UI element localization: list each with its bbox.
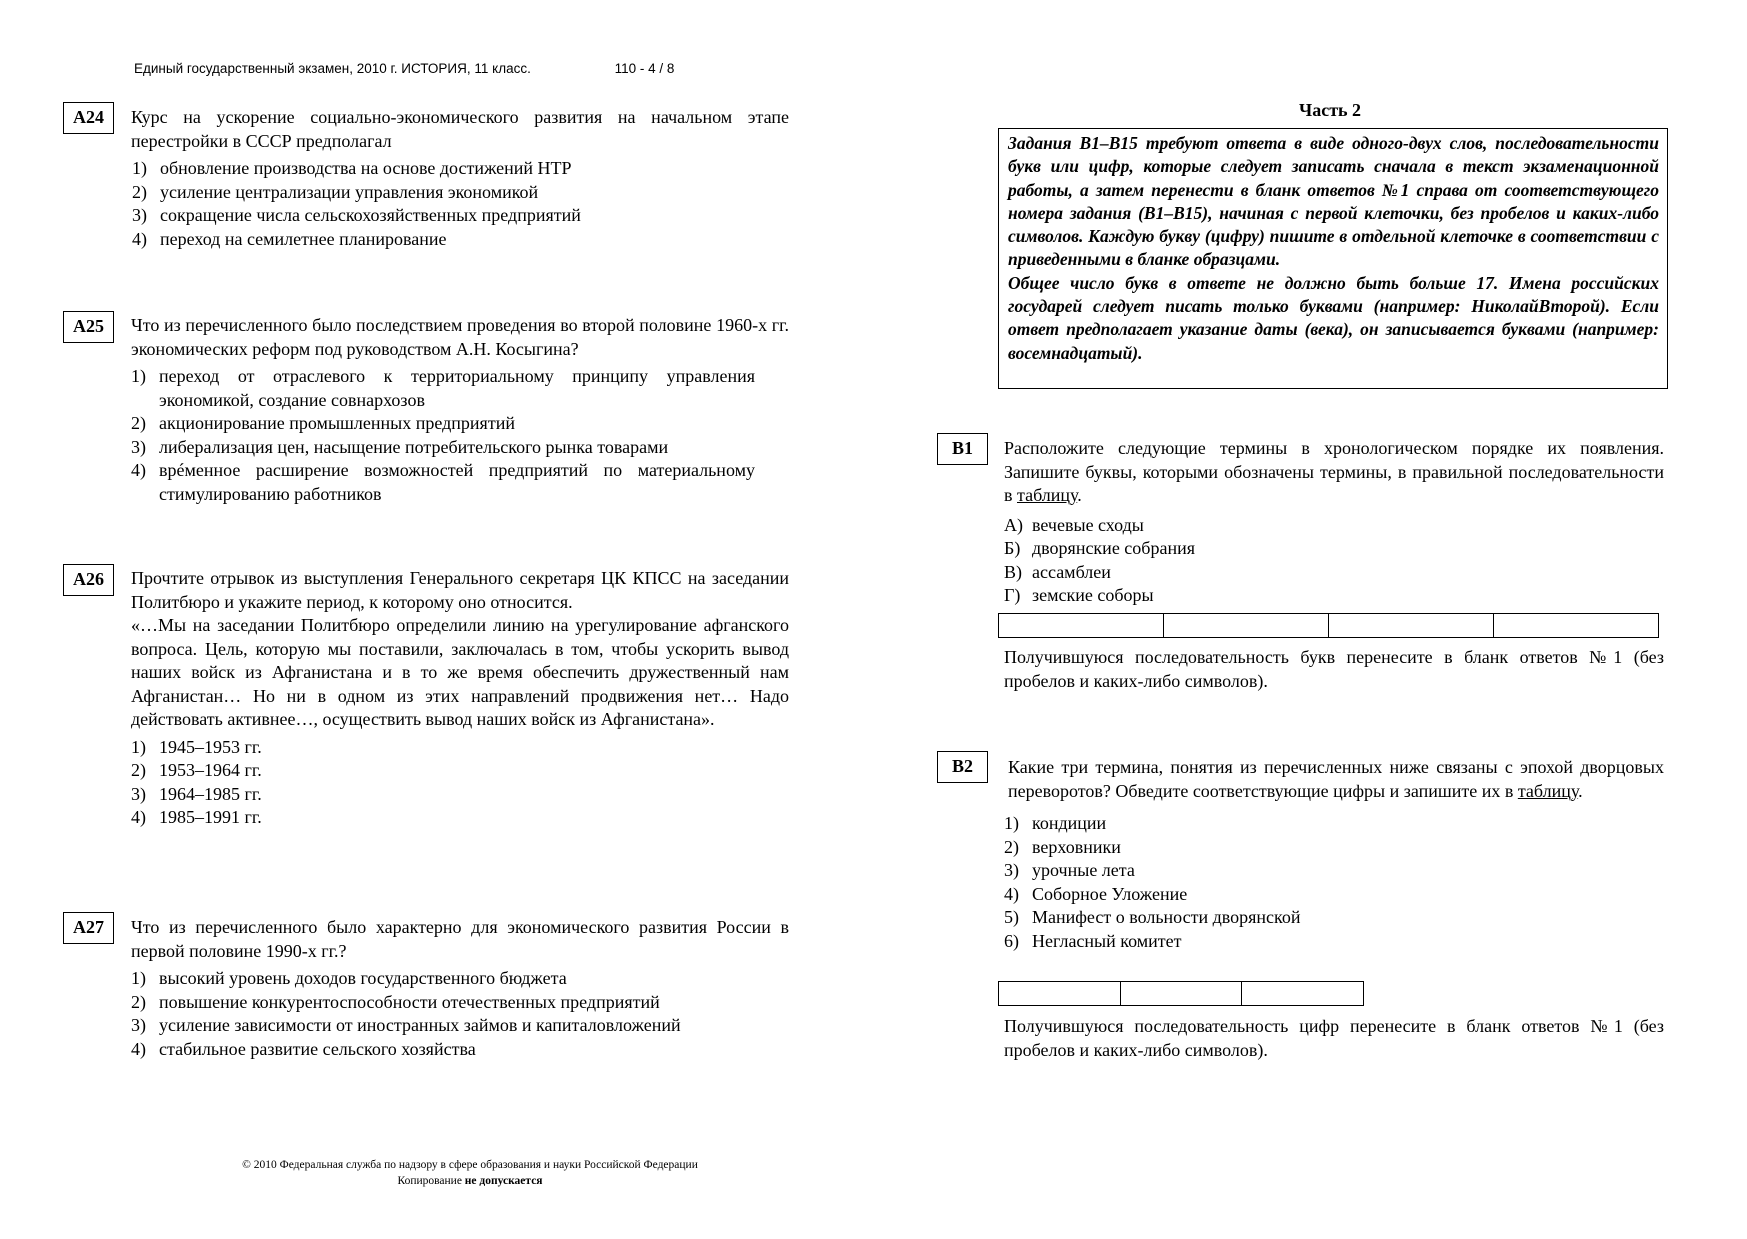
answer-table-b1[interactable] xyxy=(998,613,1659,638)
option: 4) стабильное развитие сельского хозяйства xyxy=(131,1038,476,1059)
task-b1 xyxy=(1004,437,1664,608)
task-b2-note: Получившуюся последовательность цифр перенесите в бланк ответов №1 (без пробелов и каких-либо символов). xyxy=(1004,1016,1664,1060)
option: В) ассамблеи xyxy=(1004,561,1111,582)
option: 1) обновление производства на основе достижений НТР xyxy=(132,158,572,178)
option: 1) кондиции xyxy=(1004,813,1107,833)
option: Б) дворянские собрания xyxy=(1004,538,1195,558)
option: 1) 1945–1953 гг. xyxy=(131,736,262,757)
task-b1-options xyxy=(1004,514,1664,608)
answer-cell[interactable] xyxy=(999,982,1121,1005)
task-a26-options xyxy=(131,736,789,830)
task-label-a25: А25 xyxy=(63,311,114,343)
task-label-a24: А24 xyxy=(63,102,114,134)
option: 2) верховники xyxy=(1004,836,1121,857)
task-label-b2: В2 xyxy=(937,751,988,783)
option: 6) Негласный комитет xyxy=(1004,930,1182,951)
option: 1) переход от отраслевого к территориальному принципу управления экономикой, создание совнархозов xyxy=(131,366,755,410)
option: 2) повышение конкурентоспособности отечественных предприятий xyxy=(131,991,660,1012)
option: 3) либерализация цен, насыщение потребительского рынка товарами xyxy=(131,436,669,457)
option: 3) урочные лета xyxy=(1004,860,1135,880)
answer-cell[interactable] xyxy=(1329,614,1494,637)
answer-cell[interactable] xyxy=(1121,982,1242,1005)
option: Г) земские соборы xyxy=(1004,585,1154,605)
page-header xyxy=(134,61,674,76)
option: 1) высокий уровень доходов государственного бюджета xyxy=(131,968,567,988)
task-a27 xyxy=(131,916,789,1061)
task-label-b1: В1 xyxy=(937,433,988,465)
instructions-text-2: Общее число букв в ответе не должно быть больше 17. Имена российских государей следует писать только буквами (например: НиколайВторой). Если ответ предполагает указание даты (века), он записывается буквами (например: восемнадцатый). xyxy=(1008,272,1659,363)
task-b2-question: Какие три термина, понятия из перечисленных ниже связаны с эпохой дворцовых переворотов? Обведите соответствующие цифры и запишите их в таблицу. xyxy=(1008,757,1664,801)
task-a26 xyxy=(131,567,789,830)
task-a24-question: Курс на ускорение социально-экономического развития на начальном этапе перестройки в СССР предполагал xyxy=(131,107,789,151)
task-a27-options xyxy=(131,967,789,1061)
option: 4) переход на семилетнее планирование xyxy=(132,228,447,249)
exam-title: Единый государственный экзамен, 2010 г. ИСТОРИЯ, 11 класс. xyxy=(134,61,531,76)
task-a24 xyxy=(131,106,789,251)
page-footer xyxy=(160,1157,780,1189)
answer-table-b2[interactable] xyxy=(998,981,1364,1006)
task-a26-question: Прочтите отрывок из выступления Генерального секретаря ЦК КПСС на заседании Политбюро и укажите период, к которому оно относится. xyxy=(131,568,789,612)
answer-cell[interactable] xyxy=(1242,982,1363,1005)
answer-cell[interactable] xyxy=(1164,614,1329,637)
table-link: таблицу xyxy=(1517,780,1579,801)
task-a25 xyxy=(131,314,789,506)
task-a24-options xyxy=(131,157,789,251)
task-label-a27: А27 xyxy=(63,912,114,944)
task-b2-options xyxy=(1004,812,1664,953)
option: А) вечевые сходы xyxy=(1004,514,1144,535)
option: 4) Соборное Уложение xyxy=(1004,883,1188,904)
table-link: таблицу xyxy=(1017,485,1078,505)
task-b1-note: Получившуюся последовательность букв перенесите в бланк ответов №1 (без пробелов и каких-либо символов). xyxy=(1004,647,1664,691)
task-label-a26: А26 xyxy=(63,564,114,596)
page-number: 110 - 4 / 8 xyxy=(614,61,675,76)
option: 5) Манифест о вольности дворянской xyxy=(1004,907,1301,927)
task-b1-question: Расположите следующие термины в хронологическом порядке их появления. Запишите буквы, которыми обозначены термины, в правильной последовательности в таблицу. xyxy=(1004,438,1664,505)
option: 4) 1985–1991 гг. xyxy=(131,807,262,827)
instructions-box xyxy=(998,128,1668,389)
option: 4) врéменное расширение возможностей предприятий по материальному стимулированию работников xyxy=(131,460,755,504)
answer-cell[interactable] xyxy=(1494,614,1658,637)
option: 3) 1964–1985 гг. xyxy=(131,783,262,804)
task-a27-question: Что из перечисленного было характерно для экономического развития России в первой половине 1990-х гг.? xyxy=(131,917,789,961)
option: 2) 1953–1964 гг. xyxy=(131,760,262,780)
answer-cell[interactable] xyxy=(999,614,1164,637)
task-a25-options xyxy=(131,365,755,506)
option: 3) сокращение числа сельскохозяйственных предприятий xyxy=(132,205,581,225)
option: 2) усиление централизации управления экономикой xyxy=(132,181,539,202)
option: 3) усиление зависимости от иностранных займов и капиталовложений xyxy=(131,1015,681,1035)
task-a26-quote: «…Мы на заседании Политбюро определили линию на урегулирование афганского вопроса. Цель, которую мы поставили, заключалась в том, чтобы ускорить вывод наших войск из Афганистана и в то же время обеспечить дружественный нам Афганистан… Но ни в одном из этих направлений продвижения нет… Надо действовать активнее…, осуществить вывод наших войск из Афганистана». xyxy=(131,615,789,729)
part-title: Часть 2 xyxy=(1299,100,1362,120)
option: 2) акционирование промышленных предприятий xyxy=(131,413,515,433)
instructions-text-1: Задания В1–В15 требуют ответа в виде одного-двух слов, последовательности букв или цифр, которые следует записать сначала в текст экзаменационной работы, а затем перенести в бланк ответов №1 справа от соответствующего номера задания (В1–В15), начиная с первой клеточки, без пробелов и каких-либо символов. Каждую букву (цифру) пишите в отдельной клеточке в соответствии с приведенными в бланке образцами. xyxy=(1008,133,1659,270)
task-a25-question: Что из перечисленного было последствием проведения во второй половине 1960-х гг. экономических реформ под руководством А.Н. Косыгина? xyxy=(131,315,789,359)
copyright: © 2010 Федеральная служба по надзору в сфере образования и науки Российской Федерации xyxy=(242,1159,698,1171)
copy-notice: Копирование не допускается xyxy=(397,1175,543,1187)
task-b2 xyxy=(1004,756,1664,953)
